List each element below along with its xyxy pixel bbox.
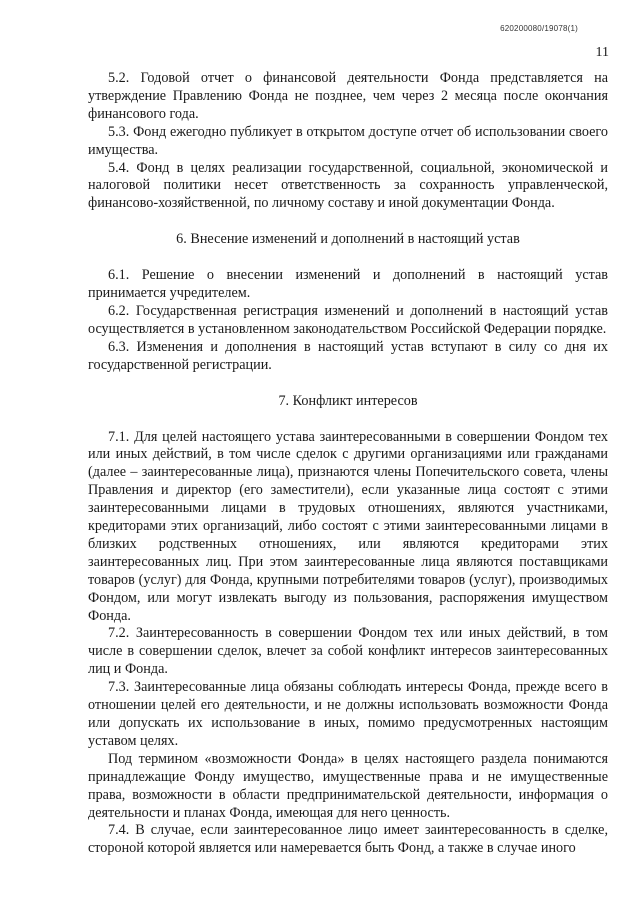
paragraph-7-2: 7.2. Заинтересованность в совершении Фондом тех или иных действий, в том числе в совершении сделок, влечет за собой конфликт интересов заинтересованных лиц и Фонда. bbox=[88, 625, 608, 678]
paragraph-5-2: 5.2. Годовой отчет о финансовой деятельности Фонда представляется на утверждение Правлению Фонда не позднее, чем через 2 месяца после окончания финансового года. bbox=[88, 70, 608, 122]
document-id: 620200080/19078(1) bbox=[500, 24, 578, 33]
paragraph-7-4: 7.4. В случае, если заинтересованное лицо имеет заинтересованность в сделке, стороной которой является или намеревается быть Фонд, а также в случае иного bbox=[88, 822, 608, 857]
paragraph-5-3: 5.3. Фонд ежегодно публикует в открытом доступе отчет об использовании своего имущества. bbox=[88, 123, 608, 158]
paragraph-6-1: 6.1. Решение о внесении изменений и дополнений в настоящий устав принимается учредителем. bbox=[88, 267, 608, 302]
section-7 bbox=[88, 393, 608, 859]
paragraph-5-4: 5.4. Фонд в целях реализации государственной, социальной, экономической и налоговой политики несет ответственность за сохранность управленческой, финансово-хозяйственной, по личному составу и иной документации Фонда. bbox=[88, 159, 608, 212]
paragraph-7-3-definition: Под термином «возможности Фонда» в целях настоящего раздела понимаются принадлежащие Фонду имущество, имущественные права и не имущественные права, возможности в области предпринимательской деятельности, информация о деятельности и планах Фонда, имеющая для него ценность. bbox=[88, 750, 608, 821]
paragraph-6-3: 6.3. Изменения и дополнения в настоящий устав вступают в силу со дня их государственной регистрации. bbox=[88, 338, 608, 373]
section-5 bbox=[88, 70, 608, 213]
paragraph-6-2: 6.2. Государственная регистрация изменений и дополнений в настоящий устав осуществляется в установленном законодательством Российской Федерации порядке. bbox=[88, 302, 608, 337]
paragraph-7-1: 7.1. Для целей настоящего устава заинтересованными в совершении Фондом тех или иных действий, в том числе сделок с другими организациями или гражданами (далее – заинтересованные лица), признаются члены Попечительского совета, члены Правления и директор (его заместители), если указанные лица состоят с этими заинтересованными лицами в трудовых отношениях, являются участниками, кредиторами этих организаций, либо состоят с этими заинтересованными лицами в близких родственных отношениях, или являются кредиторами этих заинтересованных лиц. При этом заинтересованные лица являются поставщиками товаров (услуг) для Фонда, крупными потребителями товаров (услуг), производимых Фондом, или могут извлекать выгоду из пользования, распоряжения имуществом Фонда. bbox=[88, 428, 608, 624]
section-6 bbox=[88, 231, 608, 374]
page-number: 11 bbox=[595, 45, 609, 60]
section-6-heading: 6. Внесение изменений и дополнений в настоящий устав bbox=[176, 231, 520, 248]
paragraph-7-3: 7.3. Заинтересованные лица обязаны соблюдать интересы Фонда, прежде всего в отношении целей его деятельности, и не должны использовать возможности Фонда или допускать их использование в иных, помимо предусмотренных настоящим уставом целях. bbox=[88, 679, 608, 749]
document-body bbox=[88, 70, 608, 858]
section-7-heading: 7. Конфликт интересов bbox=[278, 392, 418, 409]
